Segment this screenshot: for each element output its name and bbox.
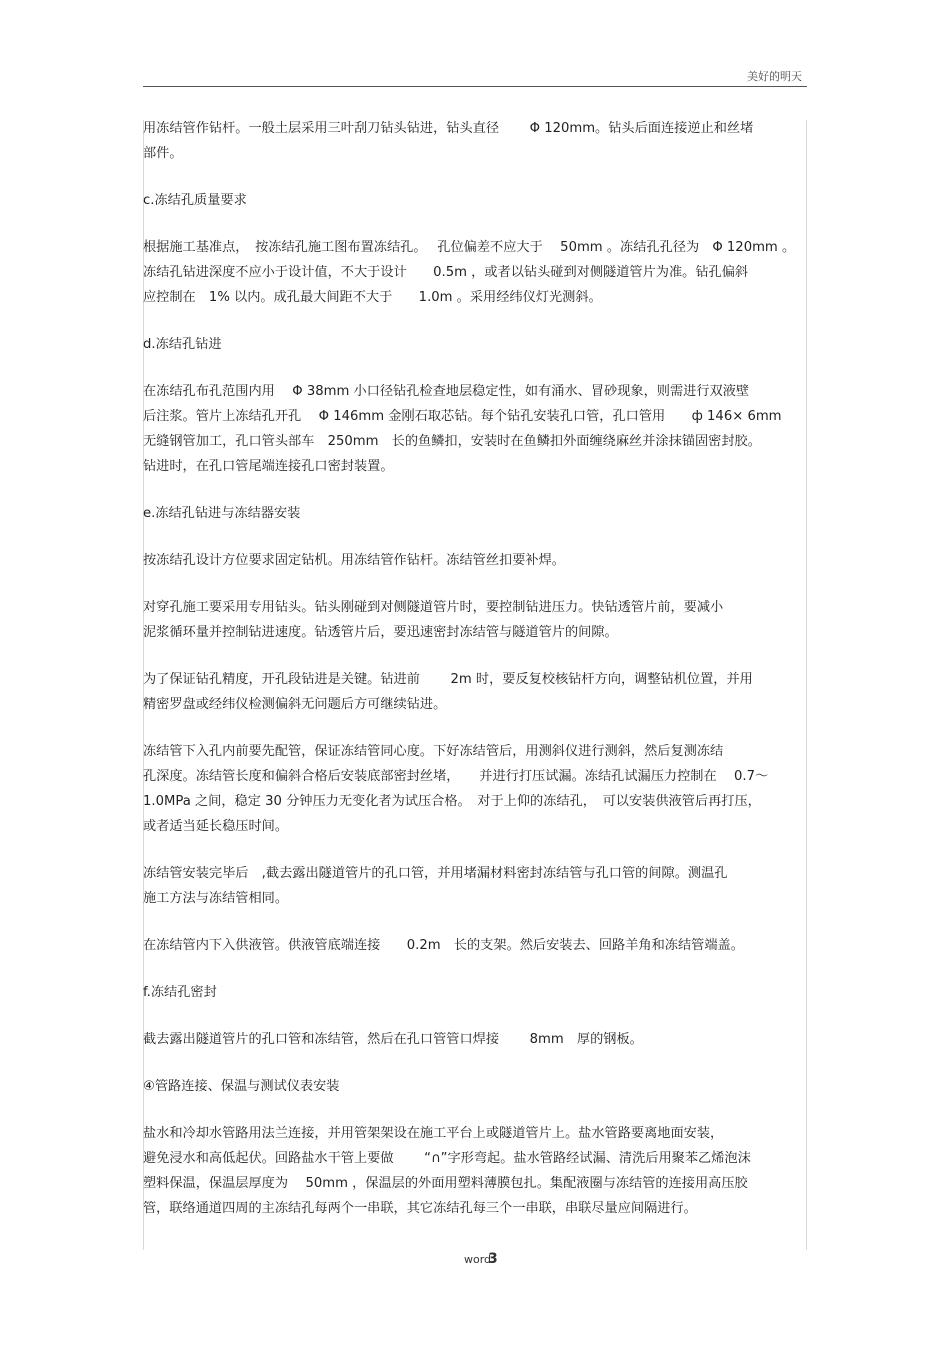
paragraph bbox=[143, 1074, 807, 1099]
text-line: 施工方法与冻结管相同。 bbox=[143, 891, 289, 906]
text-line: 无缝钢管加工，孔口管头部车 250mm 长的鱼鳞扣，安装时在鱼鳞扣外面缠绕麻丝并涂抹锚固密封胶。 bbox=[143, 434, 761, 449]
text-line: 塑料保温，保温层厚度为 50mm ，保温层的外面用塑料薄膜包扎。集配液圈与冻结管的连接用高压胶 bbox=[143, 1176, 748, 1191]
text-line: 冻结孔钻进深度不应小于设计值，不大于设计 0.5m ，或者以钻头碰到对侧隧道管片为准。钻孔偏斜 bbox=[143, 265, 749, 280]
paragraph bbox=[143, 501, 807, 526]
paragraph bbox=[143, 116, 807, 166]
text-line: 冻结管下入孔内前要先配管，保证冻结管同心度。下好冻结管后，用测斜仪进行测斜，然后复测冻结 bbox=[143, 744, 724, 759]
text-line: 避免浸水和高低起伏。回路盐水干管上要做 “∩”字形弯起。盐水管路经试漏、清洗后用聚苯乙烯泡沫 bbox=[143, 1151, 751, 1166]
paragraph-gap bbox=[143, 1099, 807, 1121]
text-line: 为了保证钻孔精度，开孔段钻进是关键。钻进前 2m 时，要反复校核钻杆方向，调整钻机位置，并用 bbox=[143, 672, 753, 687]
text-line: 管，联络通道四周的主冻结孔每两个一串联，其它冻结孔每三个一串联，串联尽量应间隔进行。 bbox=[143, 1201, 697, 1216]
text-line: 在冻结管内下入供液管。供液管底端连接 0.2m 长的支架。然后安装去、回路羊角和冻结管端盖。 bbox=[143, 938, 744, 953]
text-line: 孔深度。冻结管长度和偏斜合格后安装底部密封丝堵， 并进行打压试漏。冻结孔试漏压力控制在 0.7～ bbox=[143, 769, 769, 784]
paragraph-gap bbox=[143, 839, 807, 861]
text-line: 盐水和冷却水管路用法兰连接，并用管架架设在施工平台上或隧道管片上。盐水管路要离地面安装， bbox=[143, 1126, 724, 1141]
paragraph-gap bbox=[143, 526, 807, 548]
paragraph-gap bbox=[143, 357, 807, 379]
footer-word: word bbox=[464, 1253, 492, 1266]
paragraph-gap bbox=[143, 717, 807, 739]
paragraph-gap bbox=[143, 911, 807, 933]
paragraph bbox=[143, 235, 807, 310]
text-line: c.冻结孔质量要求 bbox=[143, 193, 247, 208]
document-body bbox=[143, 116, 807, 1221]
text-line: 后注浆。管片上冻结孔开孔 Φ 146mm 金刚石取芯钻。每个钻孔安装孔口管，孔口管用 ф 146× 6mm bbox=[143, 409, 782, 424]
paragraph bbox=[143, 1027, 807, 1052]
text-line: 截去露出隧道管片的孔口管和冻结管，然后在孔口管管口焊接 8mm 厚的钢板。 bbox=[143, 1032, 643, 1047]
text-line: e.冻结孔钻进与冻结器安装 bbox=[143, 506, 301, 521]
paragraph-gap bbox=[143, 958, 807, 980]
paragraph bbox=[143, 980, 807, 1005]
paragraph bbox=[143, 548, 807, 573]
paragraph-gap bbox=[143, 213, 807, 235]
text-line: 应控制在 1% 以内。成孔最大间距不大于 1.0m 。采用经纬仪灯光测斜。 bbox=[143, 290, 602, 305]
paragraph bbox=[143, 332, 807, 357]
paragraph-gap bbox=[143, 1005, 807, 1027]
page-number: 3 bbox=[488, 1251, 498, 1267]
text-line: 根据施工基准点， 按冻结孔施工图布置冻结孔。 孔位偏差不应大于 50mm 。冻结孔孔径为 Φ 120mm 。 bbox=[143, 240, 796, 255]
paragraph-gap bbox=[143, 479, 807, 501]
text-line: 在冻结孔布孔范围内用 Φ 38mm 小口径钻孔检查地层稳定性，如有涌水、冒砂现象，则需进行双液壁 bbox=[143, 384, 750, 399]
text-line: 钻进时，在孔口管尾端连接孔口密封装置。 bbox=[143, 459, 394, 474]
paragraph bbox=[143, 739, 807, 839]
paragraph bbox=[143, 667, 807, 717]
paragraph-gap bbox=[143, 310, 807, 332]
paragraph bbox=[143, 1121, 807, 1221]
text-line: d.冻结孔钻进 bbox=[143, 337, 222, 352]
header-rule bbox=[143, 86, 807, 87]
text-line: 冻结管安装完毕后 ,截去露出隧道管片的孔口管，并用堵漏材料密封冻结管与孔口管的间隙。测温孔 bbox=[143, 866, 728, 881]
paragraph bbox=[143, 595, 807, 645]
paragraph bbox=[143, 933, 807, 958]
text-line: f.冻结孔密封 bbox=[143, 985, 217, 1000]
text-line: 部件。 bbox=[143, 146, 183, 161]
text-line: 对穿孔施工要采用专用钻头。钻头刚碰到对侧隧道管片时，要控制钻进压力。快钻透管片前，要减小 bbox=[143, 600, 724, 615]
paragraph bbox=[143, 188, 807, 213]
paragraph bbox=[143, 379, 807, 479]
page-footer bbox=[464, 1251, 498, 1267]
paragraph-gap bbox=[143, 645, 807, 667]
text-line: 泥浆循环量并控制钻进速度。钻透管片后，要迅速密封冻结管与隧道管片的间隙。 bbox=[143, 625, 618, 640]
text-line: 用冻结管作钻杆。一般土层采用三叶刮刀钻头钻进，钻头直径 Φ 120mm。钻头后面连接逆止和丝堵 bbox=[143, 121, 754, 136]
paragraph-gap bbox=[143, 166, 807, 188]
paragraph-gap bbox=[143, 573, 807, 595]
text-line: 1.0MPa 之间，稳定 30 分钟压力无变化者为试压合格。 对于上仰的冻结孔， 可以安装供液管后再打压， bbox=[143, 794, 761, 809]
header-text: 美好的明天 bbox=[747, 70, 802, 83]
text-line: 或者适当延长稳压时间。 bbox=[143, 819, 289, 834]
text-line: ④管路连接、保温与测试仪表安装 bbox=[143, 1079, 340, 1094]
text-line: 按冻结孔设计方位要求固定钻机。用冻结管作钻杆。冻结管丝扣要补焊。 bbox=[143, 553, 565, 568]
text-line: 精密罗盘或经纬仪检测偏斜无问题后方可继续钻进。 bbox=[143, 697, 447, 712]
paragraph bbox=[143, 861, 807, 911]
paragraph-gap bbox=[143, 1052, 807, 1074]
